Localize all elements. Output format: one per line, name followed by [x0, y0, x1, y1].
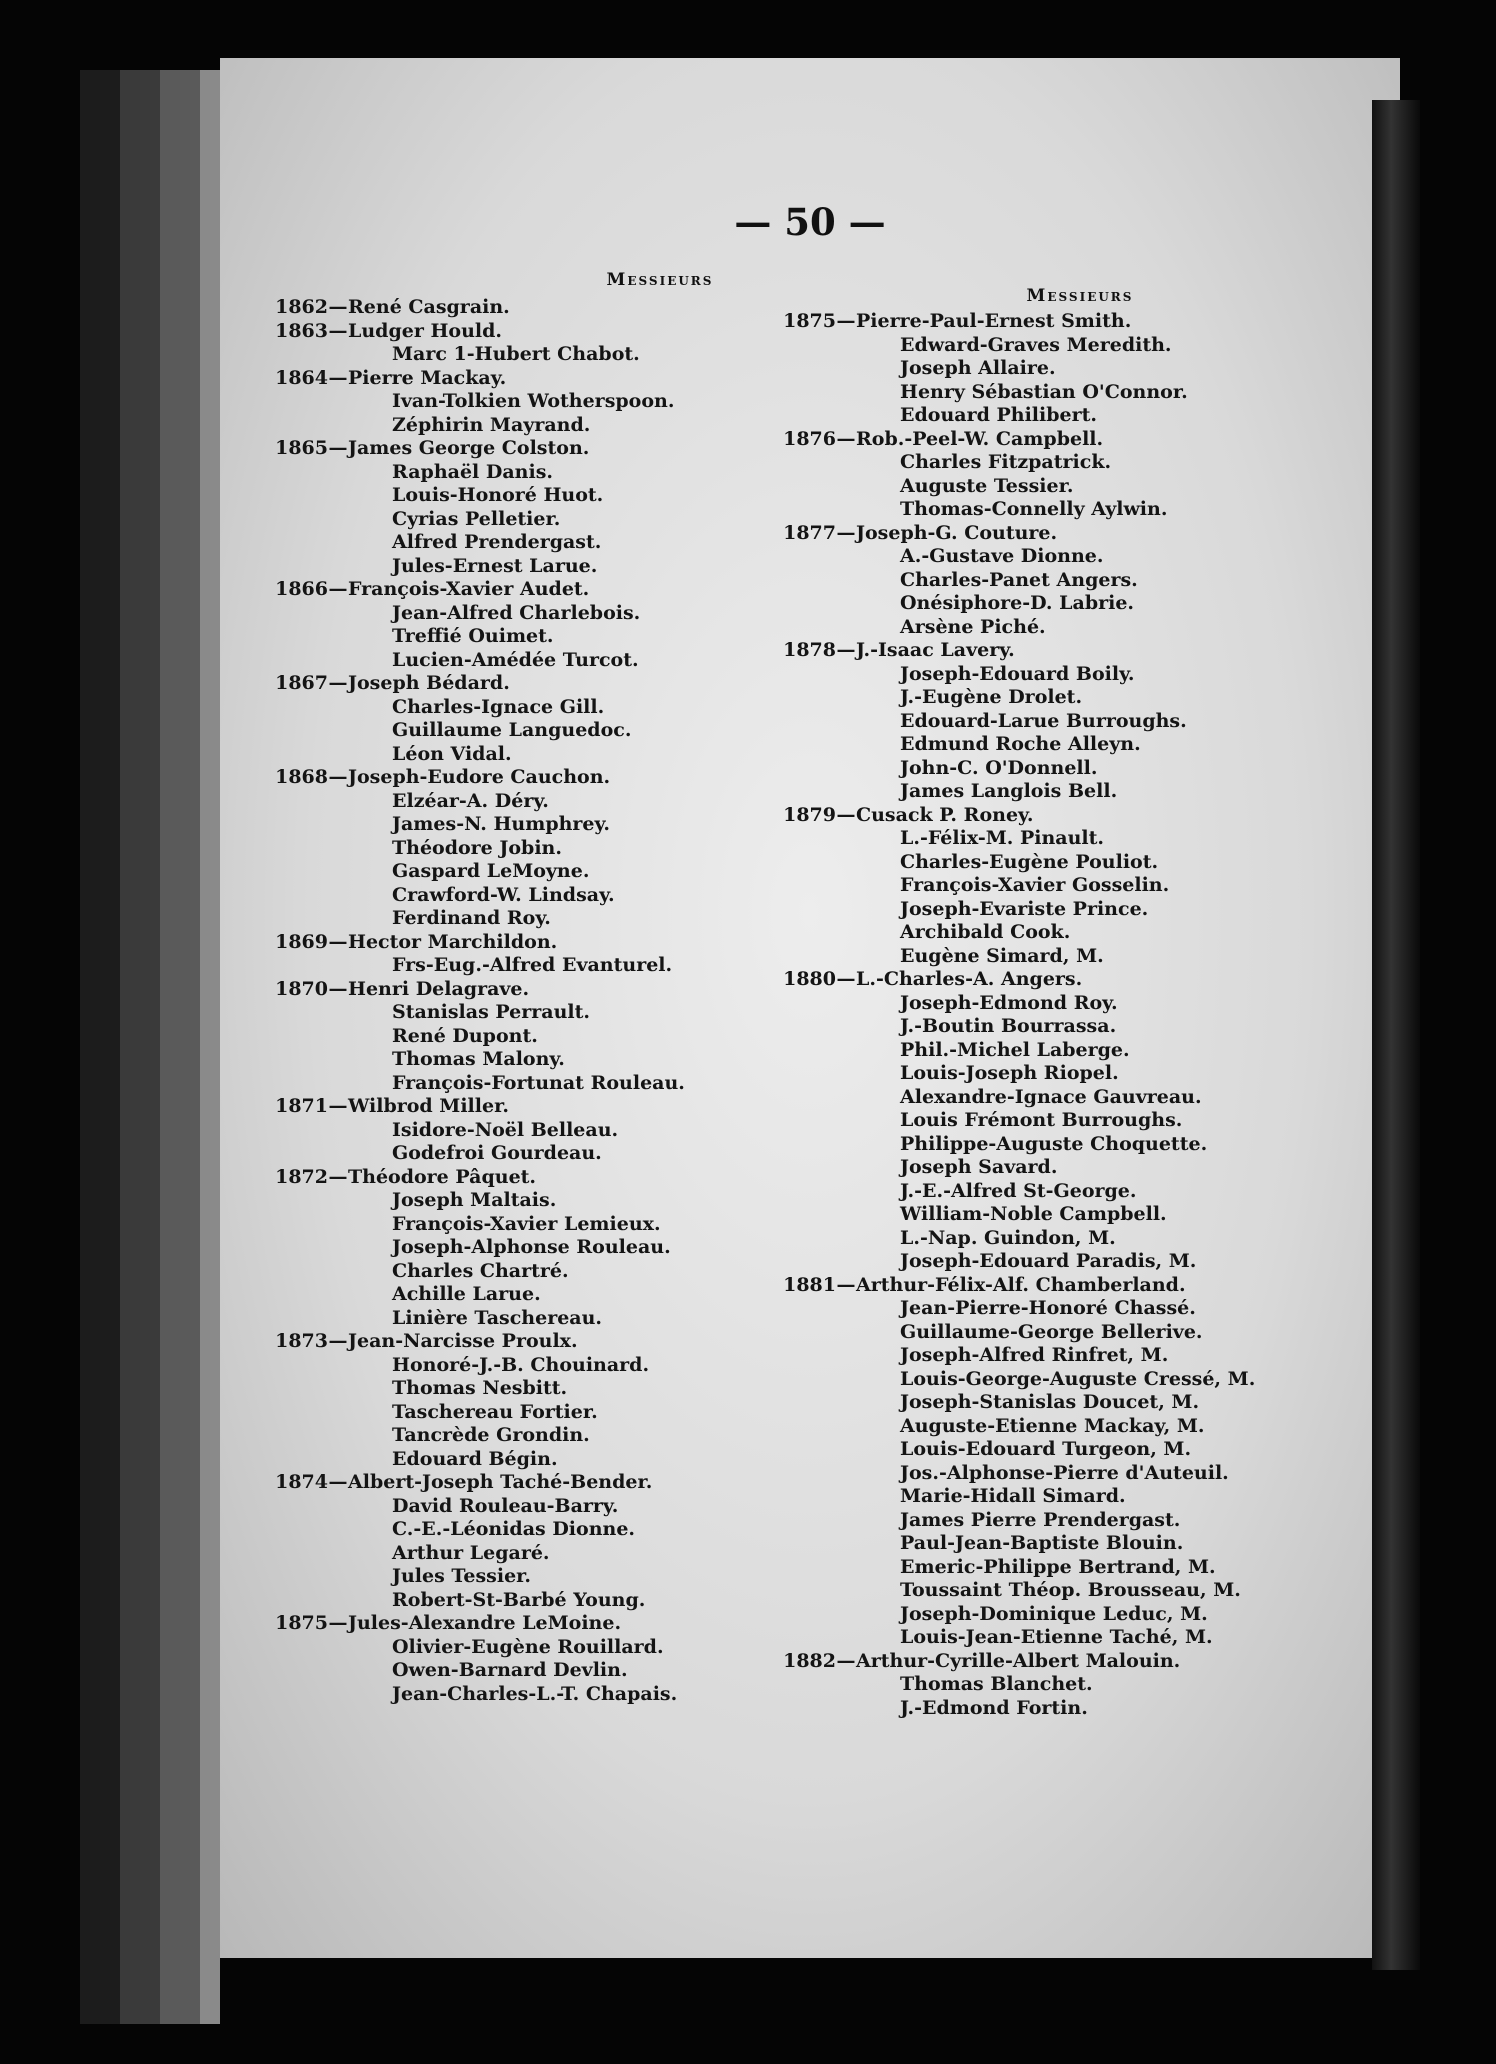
entry-name: François-Fortunat Rouleau.: [392, 1071, 685, 1094]
entry-name: Crawford-W. Lindsay.: [392, 883, 615, 906]
list-item: [780, 1697, 1380, 1721]
list-item: [272, 860, 812, 884]
entry-year: 1879: [783, 803, 836, 826]
list-item: [272, 1377, 812, 1401]
list-item: [780, 1227, 1380, 1251]
entry-name: Achille Larue.: [392, 1283, 541, 1305]
list-item: [780, 639, 1380, 663]
entry-name: Edmund Roche Alleyn.: [900, 733, 1141, 755]
list-item: [272, 484, 812, 508]
list-item: [272, 1401, 812, 1425]
list-item: [780, 1250, 1380, 1274]
list-item: [272, 1307, 812, 1331]
entry-name: Edward-Graves Meredith.: [900, 333, 1172, 356]
entry-name: Guillaume Languedoc.: [392, 719, 632, 741]
entry-name: Louis-Edouard Turgeon, M.: [900, 1438, 1192, 1460]
list-item: [272, 1142, 812, 1166]
list-item: [780, 992, 1380, 1016]
list-item: [780, 451, 1380, 475]
list-item: [780, 1344, 1380, 1368]
entry-dash: —: [328, 437, 348, 459]
list-item: [272, 1189, 812, 1213]
list-item: [272, 1119, 812, 1143]
entry-name: Marc 1-Hubert Chabot.: [392, 343, 640, 365]
entry-dash: —: [836, 427, 856, 450]
entry-name: Joseph-Stanislas Doucet, M.: [900, 1391, 1200, 1413]
entry-name: Honoré-J.-B. Chouinard.: [392, 1353, 650, 1376]
entry-name: Thomas Blanchet.: [900, 1673, 1093, 1695]
entry-dash: —: [836, 1649, 856, 1672]
entry-year: 1867: [275, 672, 328, 694]
list-item: [780, 592, 1380, 616]
entry-year: 1870: [275, 977, 328, 1000]
page-stack-edge: [160, 70, 200, 2024]
list-item: [272, 390, 812, 414]
entry-year: 1881: [783, 1273, 836, 1296]
entry-name: Louis Frémont Burroughs.: [900, 1109, 1183, 1131]
entry-name: Charles-Ignace Gill.: [392, 695, 605, 718]
entry-name: Auguste-Etienne Mackay, M.: [900, 1414, 1205, 1437]
entry-name: Phil.-Michel Laberge.: [900, 1038, 1130, 1061]
entry-dash: —: [328, 930, 348, 953]
list-item: [272, 437, 812, 461]
list-item: [272, 343, 812, 367]
entry-name: Owen-Barnard Devlin.: [392, 1659, 628, 1681]
list-item: [780, 827, 1380, 851]
entry-name: Archibald Cook.: [900, 921, 1071, 943]
list-item: [272, 1518, 812, 1542]
list-item: [780, 522, 1380, 546]
entry-dash: —: [328, 296, 348, 318]
list-item: [780, 1156, 1380, 1180]
list-item: [272, 602, 812, 626]
list-item: [780, 1274, 1380, 1298]
entry-name: L.-Charles-A. Angers.: [856, 968, 1083, 990]
entry-name: Philippe-Auguste Choquette.: [900, 1132, 1208, 1155]
entry-name: Louis-Honoré Huot.: [392, 484, 604, 506]
list-item: [780, 1509, 1380, 1533]
entry-year: 1877: [783, 521, 836, 544]
entry-name: Linière Taschereau.: [392, 1306, 603, 1329]
list-item: [780, 898, 1380, 922]
entry-name: Joseph-Eudore Cauchon.: [348, 766, 611, 788]
entry-name: David Rouleau-Barry.: [392, 1494, 619, 1517]
list-item: [272, 320, 812, 344]
entry-name: Charles Chartré.: [392, 1259, 569, 1282]
entry-name: Louis-George-Auguste Cressé, M.: [900, 1367, 1256, 1390]
list-item: [272, 790, 812, 814]
list-item: [272, 719, 812, 743]
entry-name: Gaspard LeMoyne.: [392, 860, 590, 882]
list-item: [272, 461, 812, 485]
entry-dash: —: [328, 1471, 348, 1493]
entry-name: Jean-Charles-L.-T. Chapais.: [392, 1682, 678, 1705]
entry-dash: —: [836, 968, 856, 990]
list-item: [272, 743, 812, 767]
list-item: [272, 1048, 812, 1072]
right-column-list: [780, 310, 1380, 1720]
entry-dash: —: [328, 1330, 348, 1352]
entry-dash: —: [836, 639, 856, 661]
entry-name: Stanislas Perrault.: [392, 1001, 590, 1023]
entry-dash: —: [836, 803, 856, 826]
list-item: [272, 1354, 812, 1378]
entry-name: Louis-Joseph Riopel.: [900, 1062, 1119, 1084]
list-item: [780, 616, 1380, 640]
list-item: [272, 508, 812, 532]
entry-name: J.-Edmond Fortin.: [900, 1696, 1088, 1719]
list-item: [272, 884, 812, 908]
entry-name: Olivier-Eugène Rouillard.: [392, 1635, 664, 1658]
entry-name: Théodore Pâquet.: [348, 1165, 537, 1188]
entry-name: Arthur Legaré.: [392, 1541, 550, 1564]
list-item: [272, 1166, 812, 1190]
list-item: [780, 804, 1380, 828]
book-spine: [1372, 100, 1420, 1970]
entry-name: Jos.-Alphonse-Pierre d'Auteuil.: [900, 1461, 1229, 1484]
list-item: [272, 1659, 812, 1683]
entry-name: Joseph-G. Couture.: [856, 521, 1058, 544]
entry-year: 1882: [783, 1649, 836, 1672]
list-item: [272, 1448, 812, 1472]
right-column-heading: Messieurs: [1026, 286, 1134, 306]
entry-year: 1865: [275, 437, 328, 459]
entry-year: 1873: [275, 1330, 328, 1352]
list-item: [780, 569, 1380, 593]
entry-name: Joseph Bédard.: [348, 672, 510, 694]
list-item: [780, 1368, 1380, 1392]
list-item: [272, 954, 812, 978]
list-item: [272, 1213, 812, 1237]
list-item: [272, 1330, 812, 1354]
entry-year: 1878: [783, 639, 836, 661]
list-item: [272, 625, 812, 649]
entry-name: Arsène Piché.: [900, 615, 1046, 638]
entry-name: Hector Marchildon.: [348, 930, 558, 953]
entry-name: James-N. Humphrey.: [392, 813, 610, 835]
entry-year: 1874: [275, 1471, 328, 1493]
list-item: [780, 1579, 1380, 1603]
left-column-list: [272, 296, 812, 1706]
entry-name: Louis-Jean-Etienne Taché, M.: [900, 1626, 1213, 1648]
entry-name: Godefroi Gourdeau.: [392, 1142, 602, 1164]
list-item: [780, 780, 1380, 804]
entry-year: 1869: [275, 930, 328, 953]
entry-name: Ivan-Tolkien Wotherspoon.: [392, 390, 675, 412]
entry-year: 1872: [275, 1165, 328, 1188]
entry-name: Auguste Tessier.: [900, 474, 1074, 497]
entry-name: Jules Tessier.: [392, 1565, 532, 1587]
list-item: [780, 1039, 1380, 1063]
list-item: [780, 1109, 1380, 1133]
entry-name: Thomas-Connelly Aylwin.: [900, 498, 1168, 520]
list-item: [780, 733, 1380, 757]
list-item: [780, 1650, 1380, 1674]
list-item: [780, 428, 1380, 452]
list-item: [780, 1015, 1380, 1039]
list-item: [780, 1485, 1380, 1509]
entry-dash: —: [328, 672, 348, 694]
entry-year: 1875: [275, 1612, 328, 1634]
list-item: [780, 1438, 1380, 1462]
entry-name: Toussaint Théop. Brousseau, M.: [900, 1579, 1241, 1601]
entry-name: Paul-Jean-Baptiste Blouin.: [900, 1532, 1184, 1554]
list-item: [272, 1565, 812, 1589]
entry-name: Joseph Maltais.: [392, 1189, 557, 1211]
entry-year: 1863: [275, 319, 328, 342]
list-item: [780, 874, 1380, 898]
entry-name: Albert-Joseph Taché-Bender.: [348, 1471, 653, 1493]
list-item: [272, 555, 812, 579]
list-item: [272, 1072, 812, 1096]
entry-name: Elzéar-A. Déry.: [392, 789, 549, 812]
list-item: [272, 766, 812, 790]
list-item: [272, 837, 812, 861]
entry-name: François-Xavier Audet.: [348, 578, 590, 600]
entry-name: Rob.-Peel-W. Campbell.: [856, 427, 1104, 450]
entry-name: Charles-Panet Angers.: [900, 568, 1138, 591]
entry-name: Tancrède Grondin.: [392, 1424, 590, 1446]
list-item: [780, 1603, 1380, 1627]
entry-name: Emeric-Philippe Bertrand, M.: [900, 1555, 1216, 1578]
entry-name: Alfred Prendergast.: [392, 531, 602, 553]
entry-name: Guillaume-George Bellerive.: [900, 1320, 1203, 1343]
entry-year: 1880: [783, 968, 836, 990]
entry-name: Isidore-Noël Belleau.: [392, 1118, 619, 1141]
list-item: [780, 1086, 1380, 1110]
list-item: [272, 649, 812, 673]
entry-name: Charles Fitzpatrick.: [900, 451, 1112, 473]
list-item: [272, 367, 812, 391]
entry-dash: —: [328, 1165, 348, 1188]
list-item: [780, 1462, 1380, 1486]
entry-dash: —: [328, 578, 348, 600]
list-item: [780, 334, 1380, 358]
entry-name: Joseph-Edmond Roy.: [900, 991, 1118, 1014]
list-item: [272, 1025, 812, 1049]
list-item: [272, 1471, 812, 1495]
entry-dash: —: [328, 319, 348, 342]
entry-name: Raphaël Danis.: [392, 460, 553, 483]
left-column-heading: Messieurs: [606, 270, 714, 290]
entry-name: Henry Sébastian O'Connor.: [900, 380, 1188, 403]
entry-name: Edouard Philibert.: [900, 404, 1098, 426]
entry-name: Lucien-Amédée Turcot.: [392, 648, 639, 671]
list-item: [780, 1415, 1380, 1439]
entry-name: Treffié Ouimet.: [392, 625, 554, 647]
entry-dash: —: [328, 1095, 348, 1117]
list-item: [780, 1297, 1380, 1321]
entry-name: J.-E.-Alfred St-George.: [900, 1179, 1137, 1202]
entry-dash: —: [328, 1612, 348, 1634]
entry-name: Pierre Mackay.: [348, 366, 507, 389]
list-item: [780, 945, 1380, 969]
list-item: [780, 1062, 1380, 1086]
entry-name: James Pierre Prendergast.: [900, 1508, 1181, 1531]
list-item: [780, 1626, 1380, 1650]
list-item: [780, 1391, 1380, 1415]
entry-name: Frs-Eug.-Alfred Evanturel.: [392, 954, 673, 976]
entry-name: Thomas Malony.: [392, 1048, 565, 1070]
entry-year: 1864: [275, 366, 328, 389]
list-item: [780, 968, 1380, 992]
list-item: [780, 921, 1380, 945]
entry-name: René Dupont.: [392, 1024, 538, 1047]
entry-dash: —: [836, 521, 856, 544]
list-item: [780, 1180, 1380, 1204]
entry-name: Joseph-Evariste Prince.: [900, 897, 1149, 920]
list-item: [272, 1260, 812, 1284]
page-stack-edge: [120, 70, 160, 2024]
entry-name: Robert-St-Barbé Young.: [392, 1588, 646, 1611]
entry-name: Joseph-Edouard Paradis, M.: [900, 1250, 1197, 1272]
entry-name: Onésiphore-D. Labrie.: [900, 592, 1135, 614]
entry-name: Edouard-Larue Burroughs.: [900, 709, 1187, 732]
list-item: [272, 1095, 812, 1119]
list-item: [780, 404, 1380, 428]
list-item: [272, 414, 812, 438]
list-item: [272, 978, 812, 1002]
list-item: [780, 1133, 1380, 1157]
list-item: [780, 851, 1380, 875]
list-item: [272, 1589, 812, 1613]
list-item: [272, 1001, 812, 1025]
list-item: [780, 1673, 1380, 1697]
list-item: [272, 1495, 812, 1519]
entry-name: Joseph-Edouard Boily.: [900, 662, 1135, 685]
entry-name: William-Noble Campbell.: [900, 1203, 1167, 1225]
list-item: [272, 296, 812, 320]
list-item: [780, 381, 1380, 405]
entry-year: 1866: [275, 578, 328, 600]
list-item: [780, 545, 1380, 569]
list-item: [272, 672, 812, 696]
entry-name: Joseph Savard.: [900, 1156, 1058, 1178]
entry-name: A.-Gustave Dionne.: [900, 545, 1104, 567]
entry-name: James Langlois Bell.: [900, 780, 1118, 802]
entry-name: Joseph-Dominique Leduc, M.: [900, 1602, 1208, 1625]
list-item: [780, 1532, 1380, 1556]
entry-year: 1876: [783, 427, 836, 450]
entry-name: L.-Félix-M. Pinault.: [900, 827, 1105, 849]
entry-name: Cusack P. Roney.: [856, 803, 1034, 826]
entry-year: 1871: [275, 1095, 328, 1117]
entry-name: Thomas Nesbitt.: [392, 1377, 568, 1399]
entry-name: Jules-Alexandre LeMoine.: [348, 1612, 622, 1634]
list-item: [780, 475, 1380, 499]
entry-name: Ferdinand Roy.: [392, 907, 551, 929]
list-item: [272, 1683, 812, 1707]
entry-name: Ludger Hould.: [348, 319, 503, 342]
entry-name: Théodore Jobin.: [392, 836, 562, 859]
entry-year: 1875: [783, 310, 836, 332]
entry-name: Jean-Alfred Charlebois.: [392, 601, 641, 624]
entry-name: Marie-Hidall Simard.: [900, 1485, 1126, 1507]
entry-name: James George Colston.: [348, 437, 590, 459]
list-item: [272, 907, 812, 931]
entry-name: Henri Delagrave.: [348, 977, 530, 1000]
list-item: [272, 696, 812, 720]
page-stack-edge: [200, 70, 220, 2024]
list-item: [780, 710, 1380, 734]
entry-name: John-C. O'Donnell.: [900, 756, 1098, 779]
entry-name: Taschereau Fortier.: [392, 1400, 598, 1423]
entry-name: Wilbrod Miller.: [348, 1095, 509, 1117]
entry-name: Alexandre-Ignace Gauvreau.: [900, 1085, 1202, 1108]
entry-name: Zéphirin Mayrand.: [392, 413, 591, 436]
entry-name: Jean-Narcisse Proulx.: [348, 1330, 578, 1352]
page-number: — 50 —: [734, 200, 886, 244]
list-item: [272, 1542, 812, 1566]
list-item: [780, 1556, 1380, 1580]
entry-name: L.-Nap. Guindon, M.: [900, 1226, 1116, 1249]
entry-year: 1862: [275, 296, 328, 318]
entry-dash: —: [328, 366, 348, 389]
entry-name: Arthur-Félix-Alf. Chamberland.: [856, 1273, 1186, 1296]
entry-name: Charles-Eugène Pouliot.: [900, 850, 1159, 873]
entry-name: Eugène Simard, M.: [900, 944, 1104, 967]
entry-name: J.-Boutin Bourrassa.: [900, 1015, 1117, 1037]
page-stack-edge: [80, 70, 120, 2024]
entry-name: Pierre-Paul-Ernest Smith.: [856, 310, 1132, 332]
list-item: [780, 1321, 1380, 1345]
entry-dash: —: [328, 766, 348, 788]
list-item: [780, 757, 1380, 781]
list-item: [272, 578, 812, 602]
list-item: [272, 1424, 812, 1448]
entry-dash: —: [836, 310, 856, 332]
list-item: [272, 531, 812, 555]
entry-name: Cyrias Pelletier.: [392, 507, 561, 530]
list-item: [780, 310, 1380, 334]
entry-name: J.-Isaac Lavery.: [856, 639, 1015, 661]
book-page: [220, 58, 1400, 1958]
list-item: [780, 498, 1380, 522]
entry-name: René Casgrain.: [348, 296, 510, 318]
entry-name: C.-E.-Léonidas Dionne.: [392, 1518, 636, 1540]
list-item: [780, 663, 1380, 687]
entry-name: Joseph Allaire.: [900, 357, 1056, 379]
list-item: [272, 1236, 812, 1260]
entry-name: J.-Eugène Drolet.: [900, 686, 1083, 708]
entry-name: Jules-Ernest Larue.: [392, 554, 598, 577]
entry-dash: —: [328, 977, 348, 1000]
list-item: [780, 357, 1380, 381]
entry-name: Jean-Pierre-Honoré Chassé.: [900, 1297, 1196, 1319]
entry-name: Arthur-Cyrille-Albert Malouin.: [856, 1649, 1181, 1672]
entry-dash: —: [836, 1273, 856, 1296]
entry-year: 1868: [275, 766, 328, 788]
entry-name: François-Xavier Gosselin.: [900, 874, 1170, 896]
entry-name: François-Xavier Lemieux.: [392, 1212, 661, 1235]
entry-name: Edouard Bégin.: [392, 1447, 558, 1470]
list-item: [272, 931, 812, 955]
entry-name: Joseph-Alphonse Rouleau.: [392, 1236, 671, 1258]
list-item: [272, 1612, 812, 1636]
list-item: [272, 1636, 812, 1660]
entry-name: Léon Vidal.: [392, 742, 512, 765]
entry-name: Joseph-Alfred Rinfret, M.: [900, 1344, 1169, 1366]
list-item: [272, 813, 812, 837]
list-item: [780, 686, 1380, 710]
list-item: [780, 1203, 1380, 1227]
list-item: [272, 1283, 812, 1307]
